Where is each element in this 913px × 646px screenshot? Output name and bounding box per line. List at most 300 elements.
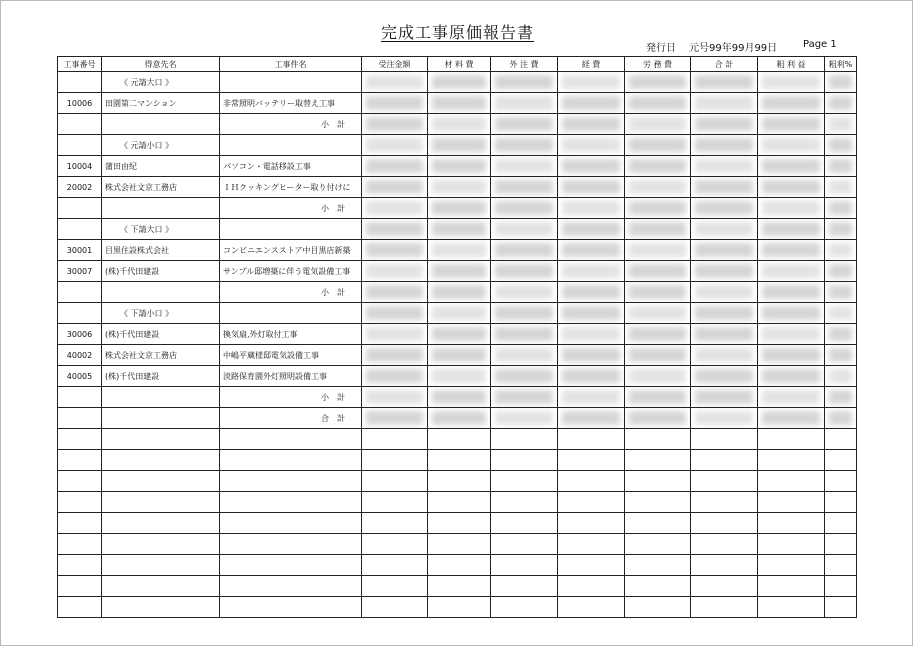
cell-labor <box>625 261 691 282</box>
cell-client <box>102 429 220 450</box>
redacted-value <box>762 264 820 278</box>
cell-total <box>691 597 758 618</box>
redacted-value <box>562 411 620 425</box>
redacted-value <box>562 327 620 341</box>
cell-labor <box>625 303 691 324</box>
cell-labor <box>625 576 691 597</box>
cell-gross-profit <box>758 555 825 576</box>
cell-outsourcing <box>491 492 558 513</box>
empty-row <box>58 450 857 471</box>
cost-report-table <box>57 56 857 618</box>
cell-expense <box>558 513 625 534</box>
table-row <box>58 366 857 387</box>
redacted-value <box>562 96 620 110</box>
redacted-value <box>629 159 686 173</box>
redacted-value <box>829 201 852 215</box>
subtotal-row <box>58 198 857 219</box>
redacted-value <box>495 327 553 341</box>
cell-outsourcing <box>491 93 558 114</box>
cell-labor <box>625 114 691 135</box>
cell-expense <box>558 135 625 156</box>
cell-total <box>691 303 758 324</box>
cell-material <box>428 240 491 261</box>
cell-gross-margin <box>825 177 857 198</box>
cell-order-amount <box>362 345 428 366</box>
group-row <box>58 219 857 240</box>
redacted-value <box>366 180 423 194</box>
cell-labor <box>625 177 691 198</box>
redacted-value <box>629 138 686 152</box>
cell-code <box>58 198 102 219</box>
cell-material <box>428 576 491 597</box>
redacted-value <box>695 285 753 299</box>
cell-total <box>691 408 758 429</box>
cell-code: 40002 <box>58 345 102 366</box>
redacted-value <box>629 117 686 131</box>
cell-gross-profit <box>758 366 825 387</box>
cell-order-amount <box>362 471 428 492</box>
redacted-value <box>629 222 686 236</box>
redacted-value <box>695 201 753 215</box>
cell-outsourcing <box>491 345 558 366</box>
redacted-value <box>629 348 686 362</box>
redacted-value <box>829 138 852 152</box>
cell-order-amount <box>362 135 428 156</box>
cell-project <box>220 219 362 240</box>
cell-gross-profit <box>758 408 825 429</box>
cell-outsourcing <box>491 324 558 345</box>
redacted-value <box>495 306 553 320</box>
cell-outsourcing <box>491 450 558 471</box>
cell-code <box>58 450 102 471</box>
cell-material <box>428 198 491 219</box>
redacted-value <box>562 306 620 320</box>
report-title: 完成工事原価報告書 <box>380 23 534 42</box>
cell-labor <box>625 471 691 492</box>
redacted-value <box>829 285 852 299</box>
redacted-value <box>829 369 852 383</box>
cell-subtotal-label: 合 計 <box>220 408 362 429</box>
cell-gross-profit <box>758 513 825 534</box>
cell-client <box>102 387 220 408</box>
redacted-value <box>762 306 820 320</box>
redacted-value <box>695 75 753 89</box>
redacted-value <box>366 369 423 383</box>
cell-outsourcing <box>491 72 558 93</box>
redacted-value <box>829 222 852 236</box>
cell-total <box>691 261 758 282</box>
redacted-value <box>432 222 486 236</box>
cell-order-amount <box>362 324 428 345</box>
cell-code: 10006 <box>58 93 102 114</box>
redacted-value <box>432 285 486 299</box>
cell-gross-profit <box>758 93 825 114</box>
cell-total <box>691 324 758 345</box>
cell-expense <box>558 177 625 198</box>
cell-total <box>691 135 758 156</box>
cell-gross-margin <box>825 219 857 240</box>
cell-order-amount <box>362 282 428 303</box>
redacted-value <box>562 348 620 362</box>
redacted-value <box>829 243 852 257</box>
redacted-value <box>762 117 820 131</box>
subtotal-row <box>58 387 857 408</box>
redacted-value <box>432 159 486 173</box>
cell-outsourcing <box>491 198 558 219</box>
empty-row <box>58 534 857 555</box>
cell-project <box>220 513 362 534</box>
redacted-value <box>562 222 620 236</box>
redacted-value <box>366 159 423 173</box>
redacted-value <box>366 390 423 404</box>
redacted-value <box>366 75 423 89</box>
cell-project <box>220 429 362 450</box>
cell-client <box>102 471 220 492</box>
cell-client: 蒲田由紀 <box>102 156 220 177</box>
group-row <box>58 135 857 156</box>
cell-client <box>102 282 220 303</box>
group-row <box>58 72 857 93</box>
cell-material <box>428 492 491 513</box>
cell-group-label: 《 下請小口 》 <box>102 303 220 324</box>
redacted-value <box>366 348 423 362</box>
cell-material <box>428 345 491 366</box>
empty-row <box>58 576 857 597</box>
redacted-value <box>629 306 686 320</box>
cell-expense <box>558 387 625 408</box>
cell-expense <box>558 597 625 618</box>
cell-client <box>102 114 220 135</box>
cell-gross-margin <box>825 429 857 450</box>
cell-code: 40005 <box>58 366 102 387</box>
cell-gross-profit <box>758 72 825 93</box>
redacted-value <box>829 264 852 278</box>
cell-group-label: 《 元請小口 》 <box>102 135 220 156</box>
cell-project <box>220 303 362 324</box>
cell-outsourcing <box>491 576 558 597</box>
cell-gross-margin <box>825 135 857 156</box>
redacted-value <box>432 180 486 194</box>
cell-total <box>691 513 758 534</box>
redacted-value <box>829 117 852 131</box>
redacted-value <box>829 96 852 110</box>
cell-gross-profit <box>758 282 825 303</box>
empty-row <box>58 492 857 513</box>
redacted-value <box>695 411 753 425</box>
cell-code <box>58 597 102 618</box>
redacted-value <box>629 180 686 194</box>
redacted-value <box>762 75 820 89</box>
cell-project <box>220 492 362 513</box>
table-header-row <box>58 57 857 72</box>
cell-client <box>102 513 220 534</box>
cell-total <box>691 177 758 198</box>
subtotal-row <box>58 282 857 303</box>
redacted-value <box>562 75 620 89</box>
cell-group-label: 《 下請大口 》 <box>102 219 220 240</box>
redacted-value <box>366 138 423 152</box>
cell-material <box>428 471 491 492</box>
cell-gross-margin <box>825 114 857 135</box>
cell-total <box>691 429 758 450</box>
cell-labor <box>625 450 691 471</box>
cell-subtotal-label: 小 計 <box>220 198 362 219</box>
cell-order-amount <box>362 303 428 324</box>
cell-project <box>220 597 362 618</box>
cell-expense <box>558 72 625 93</box>
redacted-value <box>762 201 820 215</box>
cell-gross-margin <box>825 72 857 93</box>
cell-gross-profit <box>758 240 825 261</box>
cell-outsourcing <box>491 219 558 240</box>
cell-subtotal-label: 小 計 <box>220 114 362 135</box>
cell-gross-profit <box>758 387 825 408</box>
cell-total <box>691 555 758 576</box>
issue-date-label: 発行日 <box>646 43 676 54</box>
cell-gross-profit <box>758 324 825 345</box>
cell-gross-margin <box>825 198 857 219</box>
redacted-value <box>762 222 820 236</box>
cell-gross-margin <box>825 534 857 555</box>
cell-material <box>428 93 491 114</box>
cell-material <box>428 324 491 345</box>
cell-gross-margin <box>825 282 857 303</box>
redacted-value <box>829 180 852 194</box>
cell-gross-margin <box>825 93 857 114</box>
table-row <box>58 324 857 345</box>
cell-gross-profit <box>758 156 825 177</box>
redacted-value <box>762 96 820 110</box>
redacted-value <box>495 348 553 362</box>
cell-order-amount <box>362 366 428 387</box>
cell-expense <box>558 345 625 366</box>
cell-labor <box>625 408 691 429</box>
cell-material <box>428 135 491 156</box>
cell-code <box>58 576 102 597</box>
cell-order-amount <box>362 429 428 450</box>
subtotal-row <box>58 408 857 429</box>
cell-expense <box>558 114 625 135</box>
redacted-value <box>695 222 753 236</box>
redacted-value <box>695 348 753 362</box>
redacted-value <box>762 138 820 152</box>
cell-expense <box>558 492 625 513</box>
redacted-value <box>695 180 753 194</box>
subtotal-row <box>58 114 857 135</box>
table-row <box>58 156 857 177</box>
cell-material <box>428 219 491 240</box>
cell-gross-margin <box>825 324 857 345</box>
cell-code <box>58 219 102 240</box>
cell-client: (株)千代田建設 <box>102 366 220 387</box>
cell-gross-profit <box>758 303 825 324</box>
col-header-order-amount: 受注金額 <box>362 57 428 72</box>
cell-labor <box>625 492 691 513</box>
cell-gross-margin <box>825 597 857 618</box>
redacted-value <box>366 285 423 299</box>
redacted-value <box>495 369 553 383</box>
cell-total <box>691 534 758 555</box>
cell-client <box>102 492 220 513</box>
cell-code <box>58 135 102 156</box>
cell-material <box>428 282 491 303</box>
cell-labor <box>625 534 691 555</box>
cell-outsourcing <box>491 408 558 429</box>
cell-total <box>691 219 758 240</box>
cell-subtotal-label: 小 計 <box>220 282 362 303</box>
cell-gross-profit <box>758 177 825 198</box>
redacted-value <box>629 327 686 341</box>
cell-material <box>428 156 491 177</box>
cell-code <box>58 555 102 576</box>
cell-gross-margin <box>825 555 857 576</box>
table-row <box>58 345 857 366</box>
redacted-value <box>695 306 753 320</box>
redacted-value <box>629 369 686 383</box>
cell-client <box>102 555 220 576</box>
redacted-value <box>695 264 753 278</box>
cell-project <box>220 576 362 597</box>
cell-project <box>220 534 362 555</box>
cell-expense <box>558 408 625 429</box>
cell-code: 30007 <box>58 261 102 282</box>
redacted-value <box>762 369 820 383</box>
cell-code: 10004 <box>58 156 102 177</box>
cell-client <box>102 576 220 597</box>
cell-client: 目黒住設株式会社 <box>102 240 220 261</box>
redacted-value <box>366 411 423 425</box>
redacted-value <box>629 285 686 299</box>
cell-material <box>428 534 491 555</box>
cell-code <box>58 72 102 93</box>
cell-material <box>428 513 491 534</box>
cell-group-label: 《 元請大口 》 <box>102 72 220 93</box>
redacted-value <box>762 327 820 341</box>
cell-outsourcing <box>491 471 558 492</box>
col-header-gross-margin: 粗利% <box>825 57 857 72</box>
cell-gross-margin <box>825 261 857 282</box>
cell-client <box>102 597 220 618</box>
redacted-value <box>762 348 820 362</box>
redacted-value <box>432 138 486 152</box>
redacted-value <box>495 75 553 89</box>
col-header-client: 得意先名 <box>102 57 220 72</box>
table-row <box>58 93 857 114</box>
cell-outsourcing <box>491 240 558 261</box>
cell-order-amount <box>362 177 428 198</box>
col-header-total: 合 計 <box>691 57 758 72</box>
redacted-value <box>629 75 686 89</box>
redacted-value <box>762 411 820 425</box>
cell-code <box>58 303 102 324</box>
cell-subtotal-label: 小 計 <box>220 387 362 408</box>
cell-labor <box>625 135 691 156</box>
cell-labor <box>625 240 691 261</box>
redacted-value <box>629 243 686 257</box>
cell-labor <box>625 366 691 387</box>
col-header-code: 工事番号 <box>58 57 102 72</box>
cell-outsourcing <box>491 555 558 576</box>
redacted-value <box>762 390 820 404</box>
cell-expense <box>558 261 625 282</box>
redacted-value <box>495 264 553 278</box>
cell-gross-profit <box>758 345 825 366</box>
cell-client <box>102 450 220 471</box>
cell-gross-profit <box>758 198 825 219</box>
cell-total <box>691 492 758 513</box>
empty-row <box>58 555 857 576</box>
cell-expense <box>558 576 625 597</box>
cell-code <box>58 114 102 135</box>
cell-project <box>220 471 362 492</box>
cell-gross-margin <box>825 156 857 177</box>
col-header-material: 材 料 費 <box>428 57 491 72</box>
redacted-value <box>829 411 852 425</box>
cell-gross-profit <box>758 534 825 555</box>
cell-code <box>58 513 102 534</box>
redacted-value <box>432 201 486 215</box>
cell-outsourcing <box>491 387 558 408</box>
cell-outsourcing <box>491 303 558 324</box>
table-row <box>58 240 857 261</box>
cell-gross-margin <box>825 366 857 387</box>
cell-order-amount <box>362 555 428 576</box>
redacted-value <box>562 138 620 152</box>
cell-project: 非常照明バッテリー取替え工事 <box>220 93 362 114</box>
cell-code: 20002 <box>58 177 102 198</box>
cell-gross-profit <box>758 219 825 240</box>
redacted-value <box>562 390 620 404</box>
redacted-value <box>762 243 820 257</box>
redacted-value <box>495 411 553 425</box>
cell-gross-margin <box>825 387 857 408</box>
cell-labor <box>625 387 691 408</box>
cell-project: コンビニエンスストア中目黒店新築 <box>220 240 362 261</box>
cell-material <box>428 408 491 429</box>
redacted-value <box>432 390 486 404</box>
redacted-value <box>366 243 423 257</box>
cell-project <box>220 72 362 93</box>
issue-date: 元号99年99月99日 <box>689 43 778 54</box>
redacted-value <box>495 201 553 215</box>
redacted-value <box>432 369 486 383</box>
cell-code: 30001 <box>58 240 102 261</box>
cell-expense <box>558 555 625 576</box>
cell-project <box>220 555 362 576</box>
redacted-value <box>562 180 620 194</box>
col-header-gross-profit: 粗 利 益 <box>758 57 825 72</box>
redacted-value <box>366 96 423 110</box>
cell-total <box>691 387 758 408</box>
redacted-value <box>562 264 620 278</box>
redacted-value <box>629 264 686 278</box>
cell-gross-margin <box>825 450 857 471</box>
redacted-value <box>366 201 423 215</box>
cell-total <box>691 198 758 219</box>
cell-expense <box>558 450 625 471</box>
cell-total <box>691 114 758 135</box>
cell-expense <box>558 366 625 387</box>
cell-material <box>428 72 491 93</box>
cell-expense <box>558 156 625 177</box>
cell-gross-margin <box>825 303 857 324</box>
cell-client: (株)千代田建設 <box>102 324 220 345</box>
cell-outsourcing <box>491 114 558 135</box>
redacted-value <box>366 306 423 320</box>
cell-code <box>58 387 102 408</box>
redacted-value <box>829 159 852 173</box>
cell-outsourcing <box>491 261 558 282</box>
